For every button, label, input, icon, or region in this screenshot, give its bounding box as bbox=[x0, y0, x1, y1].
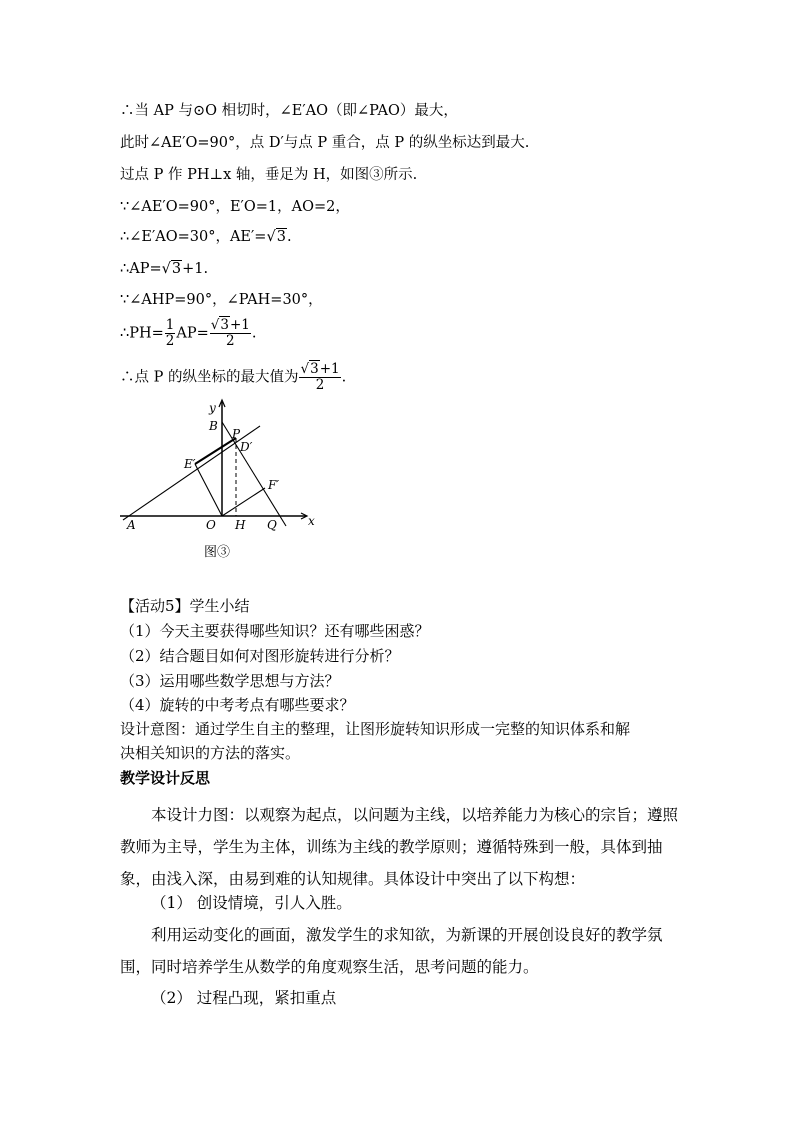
label-b: B bbox=[209, 419, 218, 433]
label-p: P bbox=[232, 427, 241, 441]
label-q: Q bbox=[267, 518, 277, 532]
label-o: O bbox=[206, 518, 216, 532]
line5-prefix: ∴∠E′AO=30°，AE′= bbox=[120, 229, 267, 245]
fraction-sqrt3-plus-1-over-2: $\frac{√3+1}{2}$ bbox=[210, 317, 250, 349]
line9-prefix: ∴点 P 的纵坐标的最大值为 bbox=[120, 369, 299, 386]
segment-o-f bbox=[222, 488, 265, 516]
label-d-prime: D′ bbox=[240, 440, 253, 454]
solution-line-1: ∴当 AP 与⊙O 相切时，∠E′AO（即∠PAO）最大， bbox=[120, 103, 458, 119]
line8-prefix: ∴PH= bbox=[120, 325, 164, 342]
sqrt-3: √3 bbox=[161, 261, 182, 277]
design-intent-line-1: 设计意图：通过学生自主的整理，让图形旋转知识形成一完整的知识体系和解 bbox=[120, 720, 631, 738]
solution-line-9: ∴点 P 的纵坐标的最大值为 $\frac{√3+1}{2}$ . bbox=[120, 361, 347, 393]
line6-prefix: ∴AP= bbox=[120, 261, 162, 277]
geometry-figure-3 bbox=[118, 398, 333, 563]
sqrt-3: √3 bbox=[266, 229, 286, 245]
reflection-item-1: （1） 创设情境，引人入胜。 bbox=[151, 894, 352, 912]
activity-question-1: （1）今天主要获得哪些知识？还有哪些困惑？ bbox=[120, 622, 430, 640]
solution-line-7: ∵∠AHP=90°，∠PAH=30°， bbox=[120, 292, 323, 308]
label-h: H bbox=[235, 518, 246, 532]
fraction-max-value: $\frac{√3+1}{2}$ bbox=[300, 361, 340, 393]
fraction-half: $\frac{1}{2}$ bbox=[165, 317, 175, 349]
activity-question-3: （3）运用哪些数学思想与方法？ bbox=[120, 672, 340, 690]
solution-line-8: ∴PH= $\frac{1}{2}$ AP= $\frac{√3+1}{2}$ . bbox=[120, 317, 257, 349]
figure-caption: 图③ bbox=[204, 545, 231, 560]
activity-question-2: （2）结合题目如何对图形旋转进行分析？ bbox=[120, 647, 400, 665]
label-x: x bbox=[308, 514, 315, 528]
segment-o-e bbox=[195, 464, 222, 516]
activity-title: 【活动5】学生小结 bbox=[120, 597, 250, 615]
solution-line-5: ∴∠E′AO=30°，AE′=√3. bbox=[120, 229, 292, 245]
design-intent-line-2: 决相关知识的方法的落实。 bbox=[120, 744, 301, 762]
solution-line-2: 此时∠AE′O=90°，点 D′与点 P 重合，点 P 的纵坐标达到最大. bbox=[120, 135, 530, 151]
label-y: y bbox=[209, 401, 216, 415]
label-f-prime: F′ bbox=[268, 478, 280, 492]
solution-line-3: 过点 P 作 PH⊥x 轴，垂足为 H，如图③所示. bbox=[120, 167, 418, 183]
label-e-prime: E′ bbox=[184, 457, 196, 471]
reflection-paragraph-1: 本设计力图：以观察为起点，以问题为主线，以培养能力为核心的宗旨；遵照教师为主导，学生为主体，训练为主线的教学原则；遵循特殊到一般，具体到抽象，由浅入深，由易到难的认知规律。具体设计中突出了以下构想： bbox=[120, 806, 679, 888]
segment-e-d bbox=[195, 438, 236, 464]
label-a: A bbox=[127, 518, 136, 532]
activity-question-4: （4）旋转的中考考点有哪些要求？ bbox=[120, 696, 355, 714]
reflection-item-2: （2） 过程凸现，紧扣重点 bbox=[151, 989, 337, 1007]
solution-line-6: ∴AP=√3+1. bbox=[120, 261, 209, 277]
solution-line-4: ∵∠AE′O=90°，E′O=1，AO=2， bbox=[120, 199, 350, 215]
reflection-heading: 教学设计反思 bbox=[120, 769, 211, 787]
reflection-paragraph-2: 利用运动变化的画面，激发学生的求知欲，为新课的开展创设良好的教学氛围，同时培养学生从数学的角度观察生活，思考问题的能力。 bbox=[120, 926, 663, 976]
